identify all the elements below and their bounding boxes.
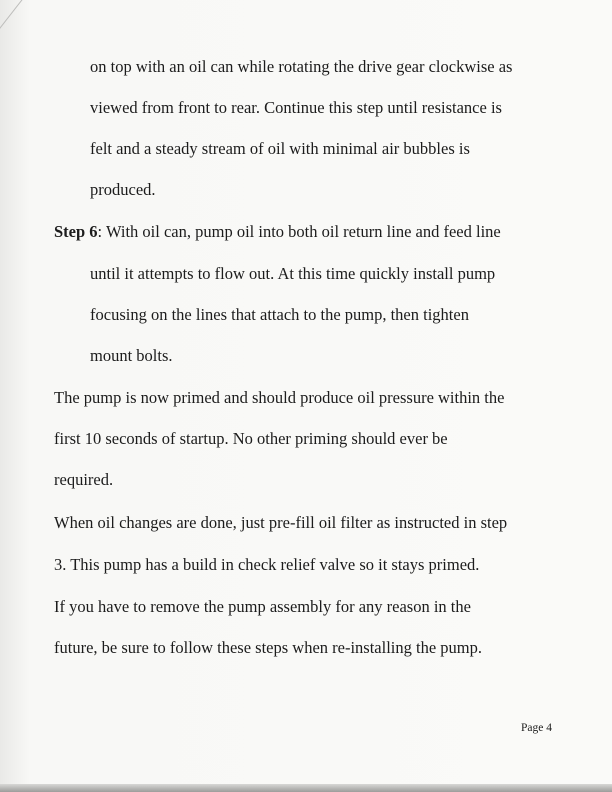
step6-line-4: mount bolts.	[90, 346, 173, 365]
scan-bottom-edge	[0, 784, 612, 792]
step6-first-line-text: : With oil can, pump oil into both oil return line and feed line	[97, 222, 501, 241]
page-number: Page 4	[521, 722, 552, 734]
step6-line-2: until it attempts to flow out. At this time quickly install pump	[90, 264, 496, 283]
step5-line-1: on top with an oil can while rotating the drive gear clockwise as	[90, 57, 513, 76]
step5-line-2: viewed from front to rear. Continue this step until resistance is	[90, 98, 502, 117]
step6-label: Step 6	[54, 222, 98, 241]
step6-line-1	[54, 222, 501, 242]
oil-changes-line-3: If you have to remove the pump assembly for any reason in the	[54, 597, 471, 616]
primed-line-2: first 10 seconds of startup. No other priming should ever be	[54, 429, 448, 448]
oil-changes-line-4: future, be sure to follow these steps when re-installing the pump.	[54, 638, 482, 657]
step6-line-3: focusing on the lines that attach to the pump, then tighten	[90, 305, 469, 324]
page-fold-mark	[0, 0, 60, 90]
primed-line-3: required.	[54, 470, 114, 489]
primed-line-1: The pump is now primed and should produce oil pressure within the	[54, 388, 505, 407]
oil-changes-line-2: 3. This pump has a build in check relief valve so it stays primed.	[54, 555, 480, 574]
step5-line-3: felt and a steady stream of oil with minimal air bubbles is	[90, 139, 470, 158]
step5-line-4: produced.	[90, 180, 156, 199]
oil-changes-line-1: When oil changes are done, just pre-fill oil filter as instructed in step	[54, 513, 508, 532]
